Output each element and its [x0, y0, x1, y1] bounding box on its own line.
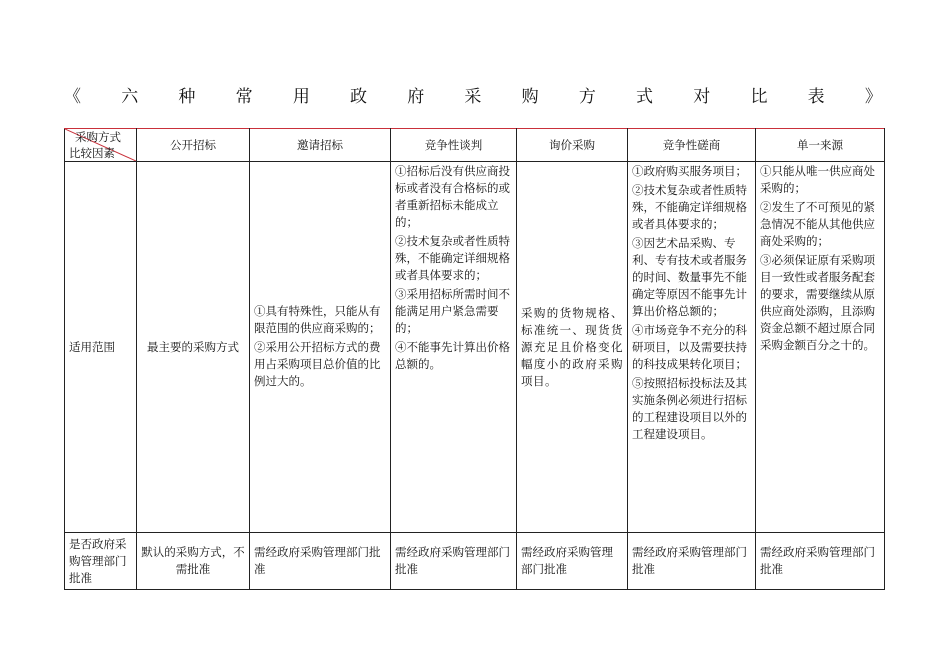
- table-row-scope: [65, 162, 885, 533]
- title-char: 府: [407, 87, 425, 107]
- comparison-table: [64, 128, 885, 590]
- row-label-approval: 是否政府采购管理部门批准: [65, 533, 137, 590]
- title-char: 》: [864, 87, 882, 107]
- cell-consultation-scope: [628, 162, 756, 533]
- cell-consultation-approval: 需经政府采购管理部门批准: [628, 533, 756, 590]
- title-char: 对: [693, 87, 711, 107]
- cell-invited-tender-approval: 需经政府采购管理部门批准: [250, 533, 391, 590]
- list-item: ①招标后没有供应商投标或者没有合格标的或者重新招标未能成立的；: [395, 164, 510, 229]
- cell-invited-tender-scope: [250, 162, 391, 533]
- cell-negotiation-approval: 需经政府采购管理部门批准: [391, 533, 517, 590]
- list-item: ①只能从唯一供应商处采购的；: [760, 164, 875, 195]
- list-item: ①政府购买服务项目；: [632, 164, 747, 178]
- list-item: ①具有特殊性，只能从有限范围的供应商采购的；: [254, 303, 381, 335]
- title-char: 比: [750, 87, 768, 107]
- list-item: ②技术复杂或者性质特殊，不能确定详细规格或者具体要求的；: [395, 234, 510, 282]
- list-item: ②技术复杂或者性质特殊，不能确定详细规格或者具体要求的；: [632, 183, 747, 231]
- list-item: ③必须保证原有采购项目一致性或者服务配套的要求，需要继续从原供应商处添购，且添购资金总额不超过原合同采购金额百分之十的。: [760, 253, 875, 352]
- column-header-inquiry: 询价采购: [517, 129, 628, 162]
- list-item: ③因艺术品采购、专利、专有技术或者服务的时间、数量事先不能确定等原因不能事先计算出价格总额的；: [632, 236, 747, 318]
- title-char: 用: [292, 87, 310, 107]
- cell-inquiry-scope: [517, 162, 628, 533]
- title-char: 六: [121, 87, 139, 107]
- cell-single-source-scope: [756, 162, 885, 533]
- cell-negotiation-scope: [391, 162, 517, 533]
- header-row: [65, 129, 885, 162]
- title-char: 采: [464, 87, 482, 107]
- cell-text: 采购的货物规格、标准统一、现货货源充足且价格变化幅度小的政府采购项目。: [521, 305, 623, 388]
- title-char: 政: [350, 87, 368, 107]
- table-row-approval: [65, 533, 885, 590]
- title-char: 种: [178, 87, 196, 107]
- corner-top-label: 采购方式: [75, 130, 121, 144]
- column-header-invited-tender: 邀请招标: [250, 129, 391, 162]
- page-title: [64, 86, 882, 108]
- list-item: ②发生了不可预见的紧急情况不能从其他供应商处采购的；: [760, 200, 875, 248]
- title-char: 表: [807, 87, 825, 107]
- title-char: 方: [578, 87, 596, 107]
- list-item: ⑤按照招标投标法及其实施条例必须进行招标的工程建设项目以外的工程建设项目。: [632, 376, 747, 441]
- cell-text: 最主要的采购方式: [147, 339, 239, 354]
- row-label-scope: 适用范围: [65, 162, 137, 533]
- list-item: ④不能事先计算出价格总额的。: [395, 340, 510, 371]
- cell-single-source-approval: 需经政府采购管理部门批准: [756, 533, 885, 590]
- column-header-open-tender: 公开招标: [137, 129, 250, 162]
- column-header-consultation: 竞争性磋商: [628, 129, 756, 162]
- cell-open-tender-approval: 默认的采购方式，不需批准: [137, 533, 250, 590]
- corner-bottom-label: 比较因素: [69, 146, 115, 160]
- title-char: 常: [235, 87, 253, 107]
- list-item: ②采用公开招标方式的费用占采购项目总价值的比例过大的。: [254, 339, 381, 388]
- title-char: 《: [64, 87, 81, 107]
- column-header-single-source: 单一来源: [756, 129, 885, 162]
- list-item: ③采用招标所需时间不能满足用户紧急需要的；: [395, 287, 510, 335]
- cell-inquiry-approval: 需经政府采购管理部门批准: [517, 533, 628, 590]
- corner-header-cell: [65, 129, 137, 162]
- title-char: 式: [636, 87, 654, 107]
- column-header-negotiation: 竞争性谈判: [391, 129, 517, 162]
- cell-open-tender-scope: [137, 162, 250, 533]
- list-item: ④市场竞争不充分的科研项目，以及需要扶持的科技成果转化项目；: [632, 323, 747, 371]
- title-char: 购: [521, 87, 539, 107]
